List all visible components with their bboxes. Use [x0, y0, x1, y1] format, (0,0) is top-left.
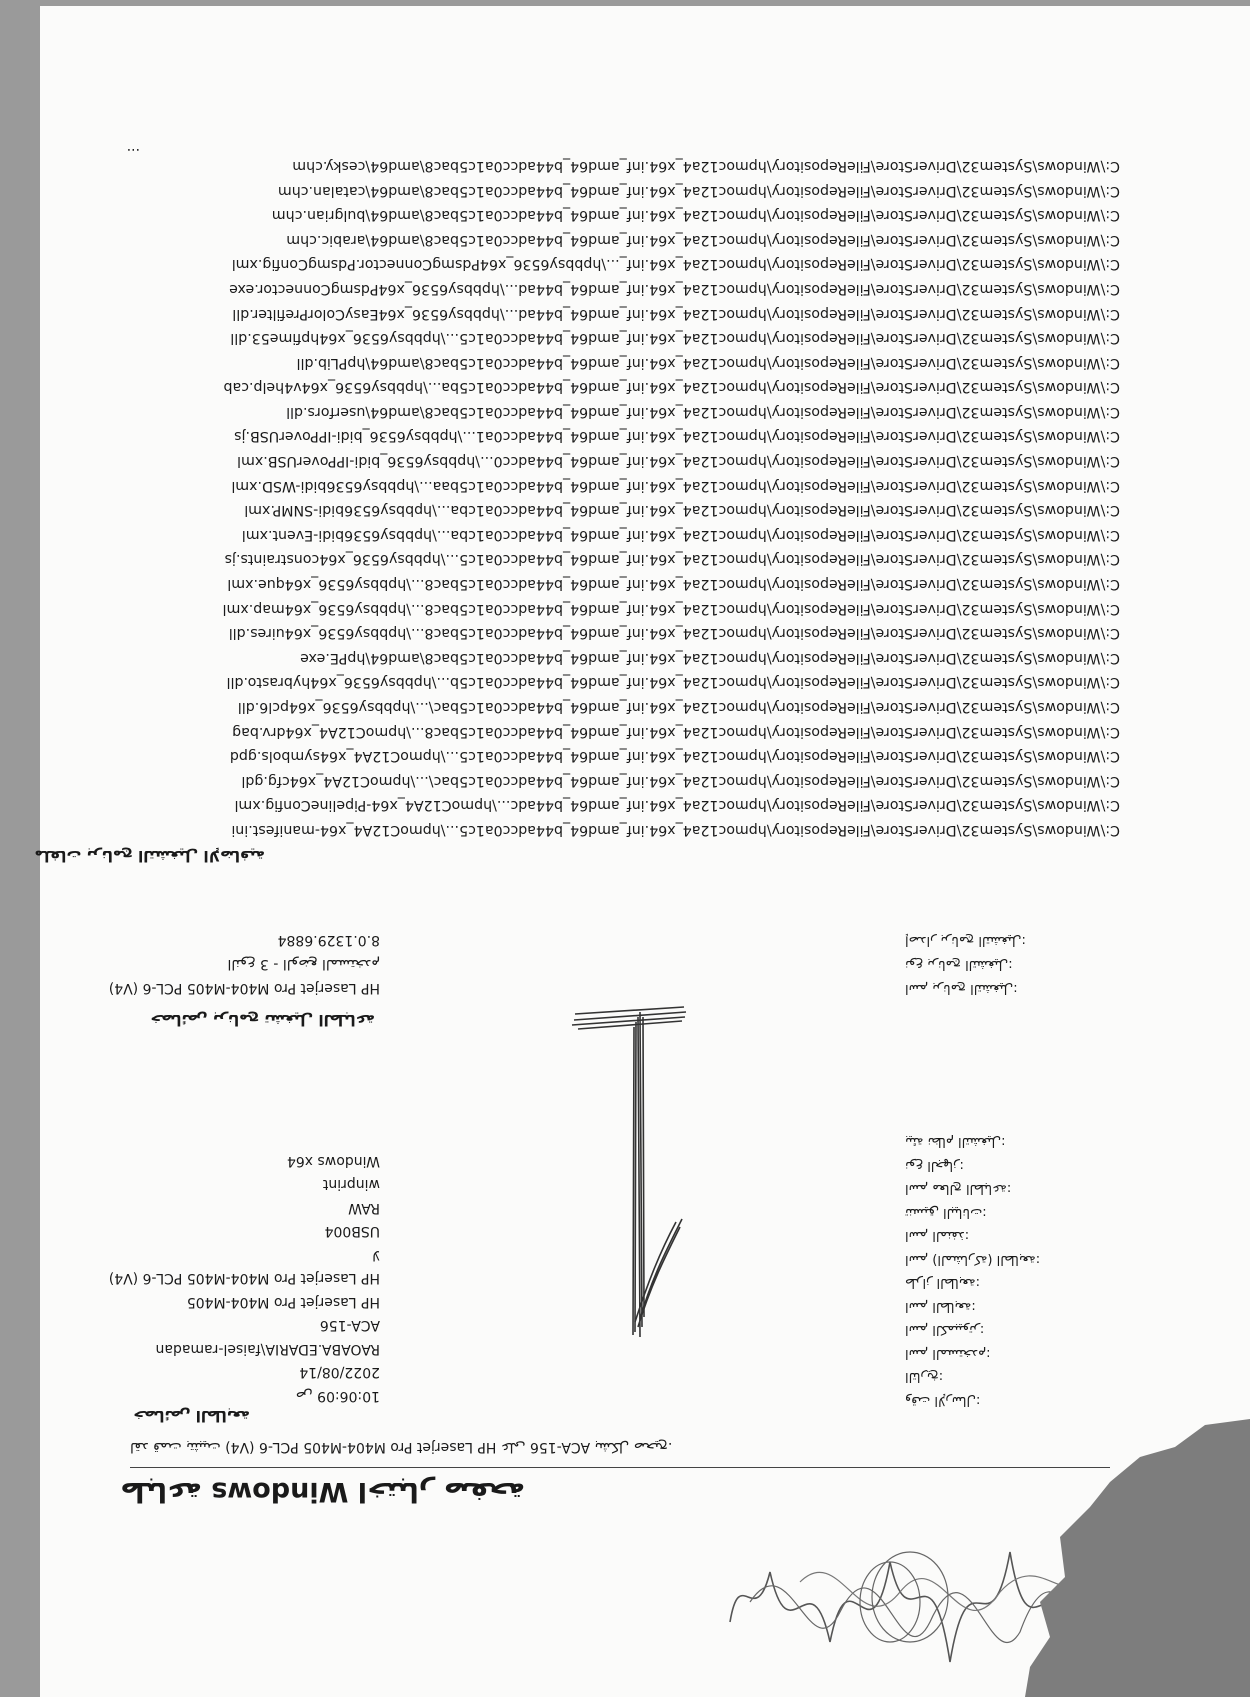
- printer-property-values: [90, 1149, 380, 1408]
- driver-file-item: C:\Windows\System32\DriverStore\FileRepository\hpmoc12a4_x64.inf_amd64_b44adcc0a1c5bac8...\hpbbsy6536_x64uires.dll: [228, 625, 1120, 642]
- value-driver-type: النوع 3 - الوضع المستخدم: [227, 956, 380, 972]
- label-date: التاريخ:: [905, 1369, 944, 1385]
- driver-file-item: C:\Windows\System32\DriverStore\FileRepository\hpmoc12a4_x64.inf_amd64_b44adcc0a1c5ba...\hpbbsy6536_x64v4help.cab: [223, 379, 1120, 396]
- label-port-name: اسم المنفذ:: [905, 1228, 970, 1244]
- value-data-format: RAW: [348, 1200, 380, 1216]
- install-confirmation: لقد قمت بتثبيت HP Laserjet Pro M404-M405 PCL-6 (V4) على ACA-156 بشكل صحيح.: [130, 1439, 673, 1455]
- driver-file-item: C:\Windows\System32\DriverStore\FileRepository\hpmoc12a4_x64.inf_amd64_b44adcc0a1c5bac8\amd64\hpPLib.dll: [296, 354, 1120, 371]
- label-device-type: نوع الجهاز:: [905, 1158, 964, 1173]
- driver-file-item: C:\Windows\System32\DriverStore\FileRepository\hpmoc12a4_x64.inf_amd64_b44adcc0a1cba...\hpbbsy6536bidi-SNMP.xml: [244, 502, 1120, 519]
- driver-file-item: C:\Windows\System32\DriverStore\FileRepository\hpmoc12a4_x64.inf_amd64_b44ad...\hpbbsy6536_x64PdsmgConnector.exe: [229, 280, 1120, 297]
- value-share-name: لا: [372, 1247, 380, 1263]
- label-print-processor: اسم معالج الطباعة:: [905, 1181, 1012, 1197]
- driver-file-item: C:\Windows\System32\DriverStore\FileRepository\hpmoc12a4_x64.inf_amd64_b44adcc0a1c5...\hpbbsy6536_x64hpfime53.dll: [230, 330, 1120, 347]
- driver-file-item: C:\Windows\System32\DriverStore\FileRepository\hpmoc12a4_x64.inf_amd64_b44adcc0a1c5bac8\amd64\bulgrian.chm: [271, 207, 1120, 224]
- driver-file-item: C:\Windows\System32\DriverStore\FileRepository\hpmoc12a4_x64.inf_amd64_b44adcc0a1c5bac8\amd64\hpPE.exe: [300, 649, 1120, 666]
- label-printer-model: طراز الطابعة:: [905, 1275, 980, 1291]
- printer-property-labels: [905, 1130, 1041, 1412]
- value-printer-name: HP Laserjet Pro M404-M405: [186, 1294, 380, 1310]
- value-submit-time: 10:06:09 ص: [295, 1388, 380, 1404]
- driver-files-heading: ملفات برنامج التشغيل الإضافية: [34, 847, 265, 865]
- label-share-name: اسم (المشاركة) الطابعة:: [905, 1252, 1041, 1267]
- value-driver-version: 8.0.1329.6884: [277, 932, 380, 948]
- driver-file-item: C:\Windows\System32\DriverStore\FileRepository\hpmoc12a4_x64.inf_amd64_b44adcc0a1c5bac8...\hpmoC12A4_x64drv.bag: [232, 723, 1120, 740]
- label-driver-type: نوع برنامج التشغيل:: [905, 957, 1013, 972]
- label-driver-version: إصدار برنامج التشغيل:: [905, 933, 1026, 948]
- value-computer-name: ACA-156: [319, 1317, 380, 1334]
- value-user-name: RAOABA.EDARIA\faisel-ramadan: [155, 1341, 380, 1357]
- torn-corner: [1020, 1417, 1250, 1697]
- driver-file-item: C:\Windows\System32\DriverStore\FileRepository\hpmoc12a4_x64.inf_amd64_b44adcc0a1c5b...\hpbbsy6536_x64hybrasto.dll: [226, 674, 1120, 691]
- driver-file-item: C:\Windows\System32\DriverStore\FileRepository\hpmoc12a4_x64.inf_amd64_b44adcc0a1c5bac8\amd64\cesky.chm: [292, 157, 1120, 174]
- driver-properties-heading: خصائص برنامج تشغيل الطباعة: [150, 1011, 375, 1029]
- driver-file-item: C:\Windows\System32\DriverStore\FileRepository\hpmoc12a4_x64.inf_amd64_b44adcc0a1cba...\hpbbsy6536bidi-Event.xml: [241, 526, 1120, 543]
- driver-file-item: C:\Windows\System32\DriverStore\FileRepository\hpmoc12a4_x64.inf_amd64_b44adc...\hpmoC12A4_x64-PipelineConfig.xml: [234, 797, 1120, 814]
- handwritten-mark: [570, 997, 690, 1347]
- value-printer-model: HP Laserjet Pro M404-M405 PCL-6 (V4): [108, 1270, 380, 1287]
- driver-property-labels: [905, 928, 1035, 1000]
- driver-file-item: C:\Windows\System32\DriverStore\FileRepository\hpmoc12a4_x64.inf_amd64_b44adcc0a1c5bac8...\hpbbsy6536_x64que.xml: [227, 576, 1120, 593]
- driver-file-item: C:\Windows\System32\DriverStore\FileRepository\hpmoc12a4_x64.inf_amd64_b44adcc0a1c5...\hpmoC12A4_x64symbols.gpd: [229, 748, 1120, 765]
- driver-file-item: C:\Windows\System32\DriverStore\FileRepository\hpmoc12a4_x64.inf_amd64_b44adcc0a1c5bac\...\hpmoC12A4_x64cfg.gdl: [241, 772, 1120, 789]
- value-port-name: USB004: [324, 1223, 380, 1240]
- label-submit-time: وقت الإرسال:: [905, 1393, 981, 1408]
- driver-file-item: C:\Windows\System32\DriverStore\FileRepository\hpmoc12a4_x64.inf_amd64_b44adcc0a1c5...\hpmoC12A4_x64-manifest.ini: [231, 822, 1120, 838]
- driver-file-item: C:\Windows\System32\DriverStore\FileRepository\hpmoc12a4_x64.inf_amd64_b44adcc0...\hpbbsy6536_bidi-IPPoverUSB.xml: [237, 453, 1120, 470]
- driver-file-item: C:\Windows\System32\DriverStore\FileRepository\hpmoc12a4_x64.inf_amd64_b44adcc0a1c5bac8...\hpbbsy6536_x64map.xml: [222, 600, 1120, 617]
- value-print-processor: winprint: [322, 1176, 380, 1193]
- label-computer-name: اسم الكمبيوتر:: [905, 1322, 985, 1338]
- label-data-format: تنسيق البيانات:: [905, 1205, 987, 1220]
- driver-file-list: [120, 153, 1120, 842]
- driver-file-item: C:\Windows\System32\DriverStore\FileRepository\hpmoc12a4_x64.inf_amd64_b44adcc0a1c5bac8\amd64\catalan.chm: [277, 182, 1120, 199]
- value-date: 2022/08/14: [299, 1364, 380, 1381]
- driver-file-item: C:\Windows\System32\DriverStore\FileRepository\hpmoc12a4_x64.inf_amd64_b44adcc0a1c5...\hpbbsy6536_x64constraints.js: [224, 551, 1120, 568]
- label-driver-name: اسم برنامج التشغيل:: [905, 981, 1018, 996]
- title-divider: [130, 1467, 1110, 1468]
- value-os-environment: Windows x64: [286, 1153, 380, 1169]
- label-printer-name: اسم الطابعة:: [905, 1299, 976, 1314]
- printer-properties-heading: خصائص الطابعة: [133, 1407, 250, 1425]
- driver-file-item: C:\Windows\System32\DriverStore\FileRepository\hpmoc12a4_x64.inf_amd64_b44adcc0a1...\hpbbsy6536_bidi-IPPoverUSB.js: [234, 428, 1120, 445]
- driver-file-item: C:\Windows\System32\DriverStore\FileRepository\hpmoc12a4_x64.inf_amd64_b44adcc0a1c5bac\...\hpbbsy6536_x64pcl6.dll: [237, 699, 1120, 716]
- driver-file-item: C:\Windows\System32\DriverStore\FileRepository\hpmoc12a4_x64.inf_amd64_b44adcc0a1c5bac8\amd64\userfors.dll: [286, 403, 1120, 420]
- value-driver-name: HP Laserjet Pro M404-M405 PCL-6 (V4): [108, 980, 380, 996]
- driver-file-item: C:\Windows\System32\DriverStore\FileRepository\hpmoc12a4_x64.inf_...\hpbbsy6536_x64PdsmgConnector.PdsmgConfig.xml: [231, 256, 1120, 273]
- page-title: طباعة Windows اختبار صفحة: [120, 1476, 525, 1507]
- label-os-environment: بيئة نظام التشغيل:: [905, 1134, 1006, 1150]
- label-user-name: اسم المستخدم:: [905, 1346, 991, 1361]
- driver-file-item: C:\Windows\System32\DriverStore\FileRepository\hpmoc12a4_x64.inf_amd64_b44adcc0a1c5baa...\hpbbsy6536bidi-WSD.xml: [231, 477, 1120, 494]
- driver-property-values: [80, 928, 380, 1000]
- more-files-ellipsis: ...: [126, 145, 140, 161]
- driver-file-item: C:\Windows\System32\DriverStore\FileRepository\hpmoc12a4_x64.inf_amd64_b44adcc0a1c5bac8\amd64\arabic.chm: [286, 231, 1120, 248]
- driver-file-item: C:\Windows\System32\DriverStore\FileRepository\hpmoc12a4_x64.inf_amd64_b44ad...\hpbbsy6536_x64EasyColorPrefilter.dll: [232, 305, 1120, 322]
